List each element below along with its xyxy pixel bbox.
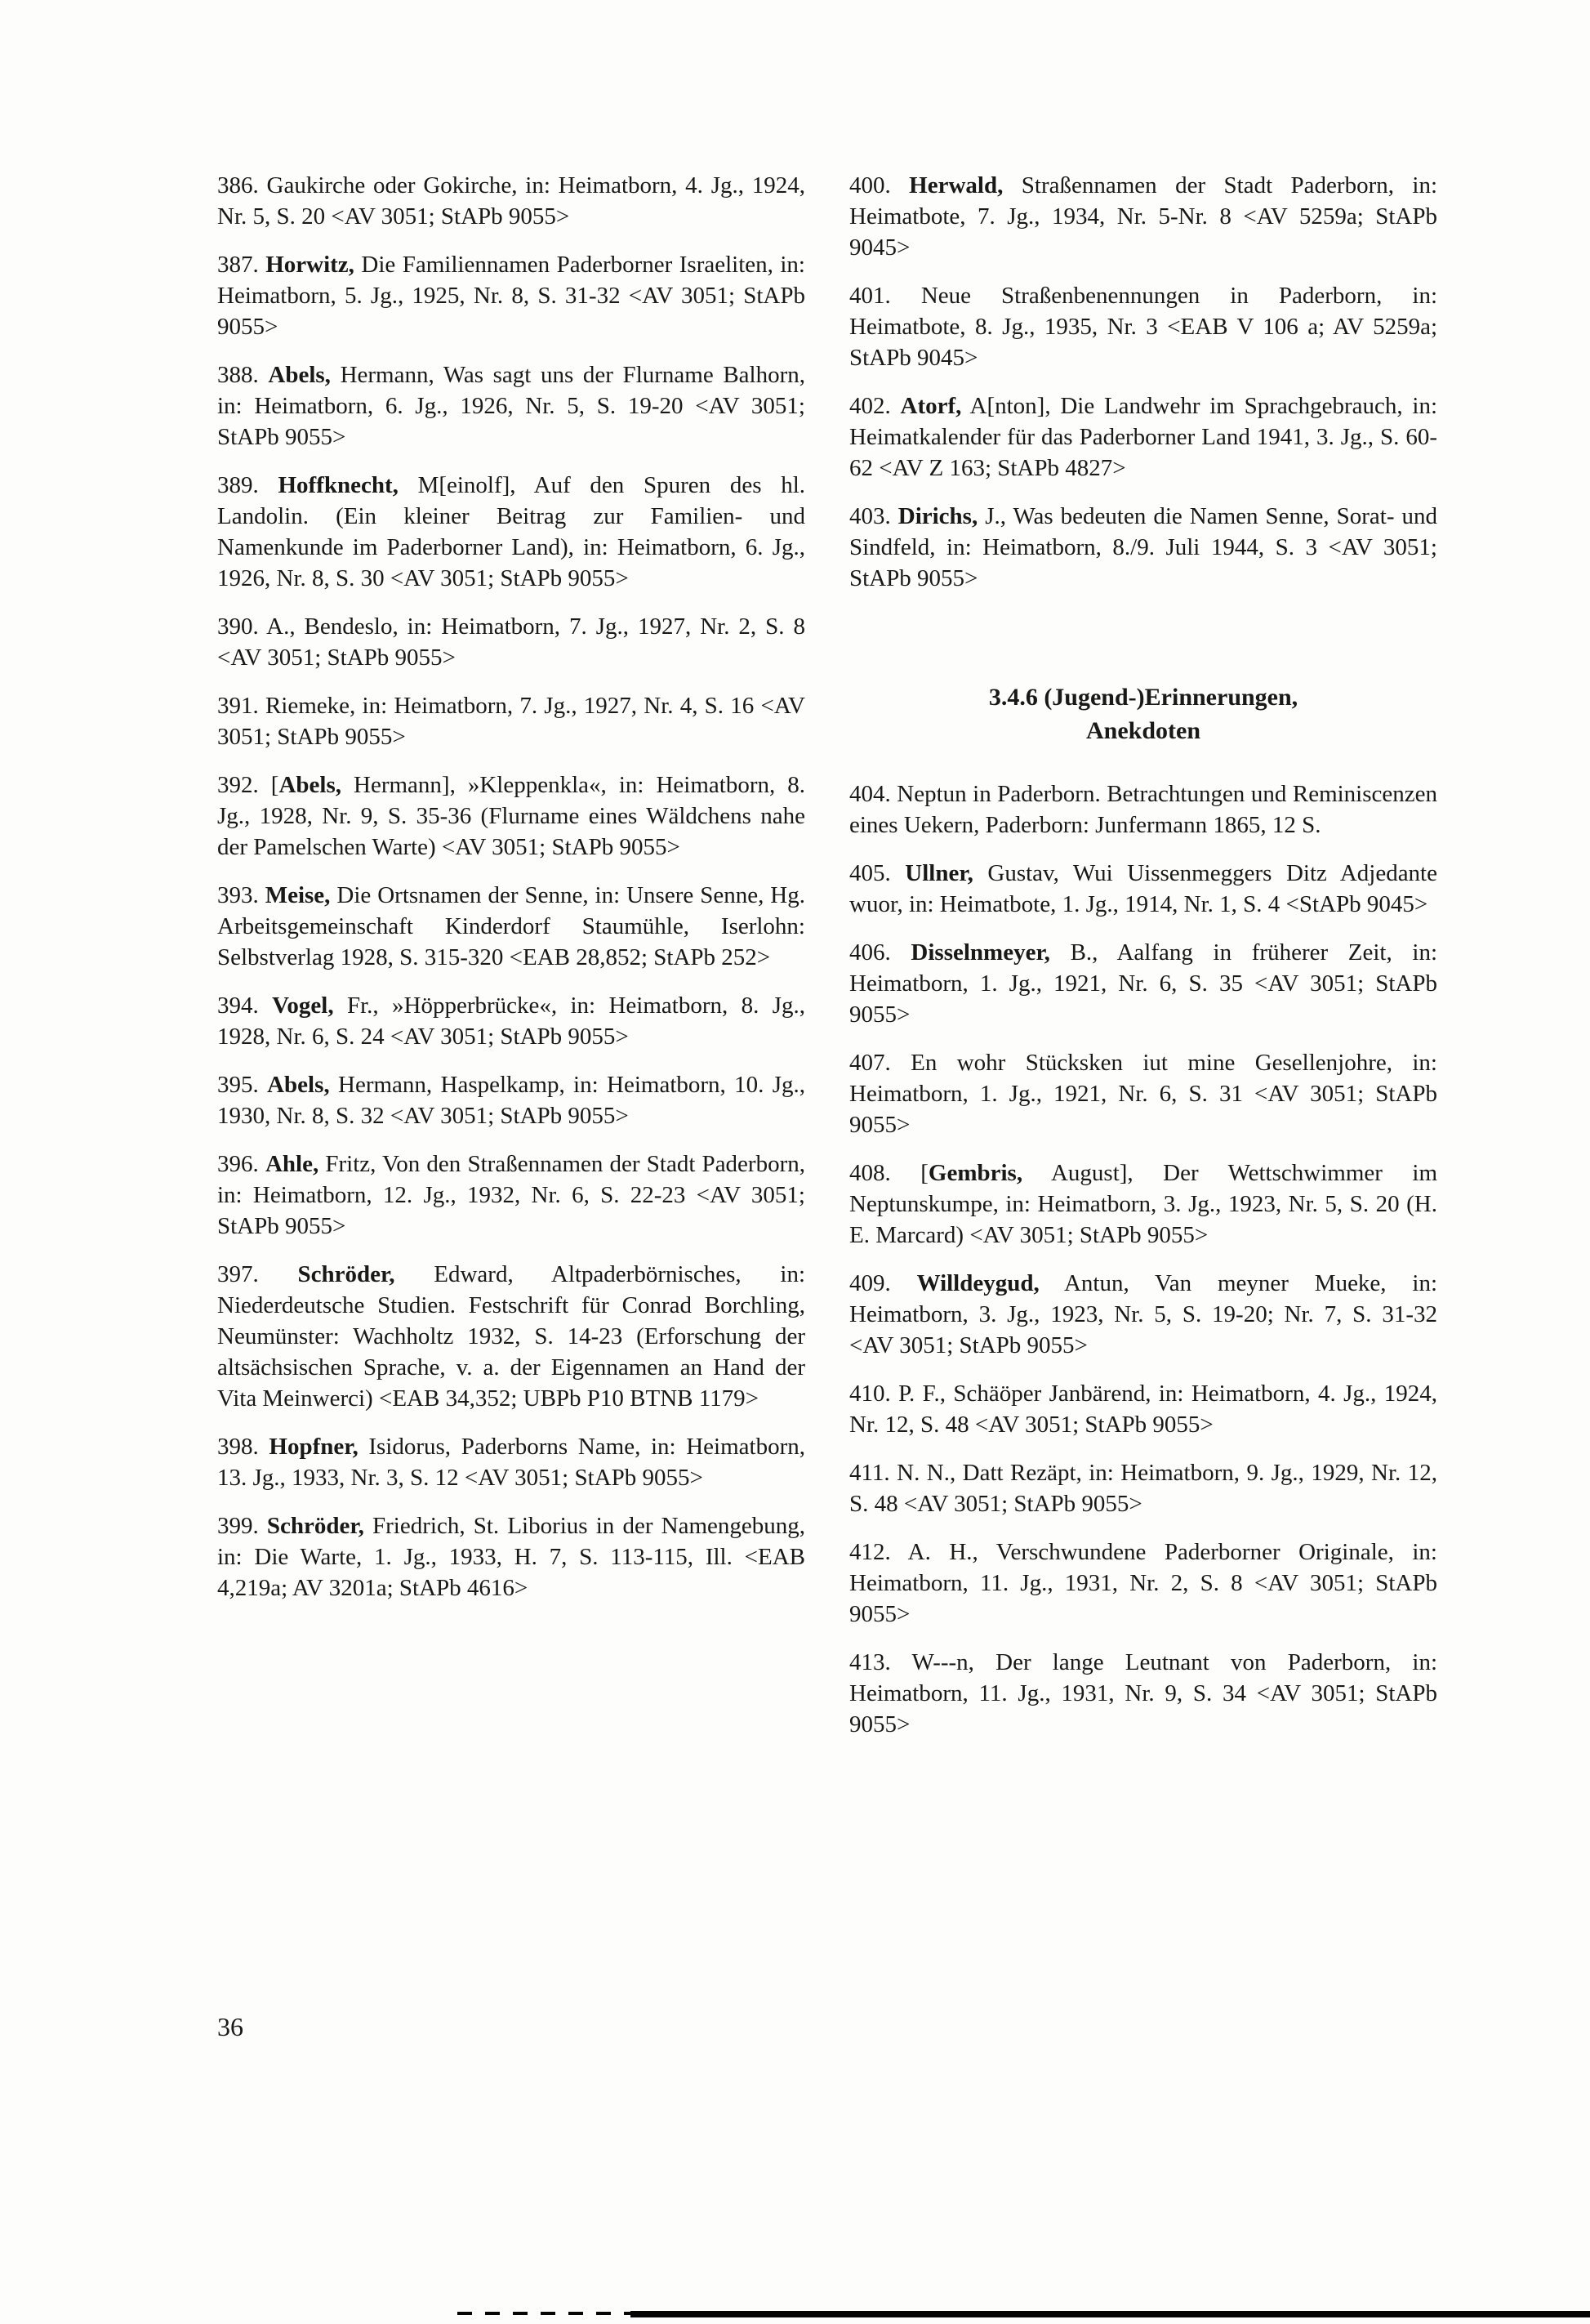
entry-number: 406. [849, 939, 911, 966]
bibliography-entry [849, 937, 1437, 1030]
entry-author: Ahle, [265, 1151, 319, 1177]
entry-number: 400. [849, 172, 910, 198]
entry-number: 407. [849, 1050, 911, 1076]
bibliography-entry [217, 690, 805, 752]
bibliography-entry [217, 1259, 805, 1414]
entry-number: 410. [849, 1381, 899, 1407]
bibliography-entry [217, 470, 805, 594]
entry-text: Isidorus, Paderborns Name, in: Heimatborn, 13. Jg., 1933, Nr. 3, S. 12 <AV 3051; StAPb 9055> [217, 1434, 805, 1491]
entry-number: 395. [217, 1072, 268, 1098]
bibliography-entry [849, 170, 1437, 263]
entry-text: Gustav, Wui Uissenmeggers Ditz Adjedante wuor, in: Heimatbote, 1. Jg., 1914, Nr. 1, S. 4 <StAPb 9045> [849, 860, 1437, 917]
bibliography-entry [217, 880, 805, 973]
bibliography-entry [849, 1457, 1437, 1519]
entry-author: Hopfner, [269, 1434, 359, 1460]
entry-text: Hermann, Was sagt uns der Flurname Balhorn, in: Heimatborn, 6. Jg., 1926, Nr. 5, S. 19-20 <AV 3051; StAPb 9055> [217, 362, 806, 450]
entry-number: 398. [217, 1434, 269, 1460]
entry-text: A., Bendeslo, in: Heimatborn, 7. Jg., 1927, Nr. 2, S. 8 <AV 3051; StAPb 9055> [217, 613, 805, 671]
entry-text: Straßennamen der Stadt Paderborn, in: Heimatbote, 7. Jg., 1934, Nr. 5-Nr. 8 <AV 5259a; StAPb 9045> [849, 172, 1437, 261]
entry-text: M[einolf], Auf den Spuren des hl. Landolin. (Ein kleiner Beitrag zur Familien- und Namenkunde im Paderborner Land), in: Heimatborn, 6. Jg., 1926, Nr. 8, S. 30 <AV 3051; StAPb 9055> [217, 472, 805, 591]
bibliography-entry [849, 1537, 1437, 1630]
bibliography-entry [217, 170, 805, 232]
entry-number: 404. [849, 781, 897, 807]
entry-number: 413. [849, 1649, 912, 1675]
entry-text: Hermann], »Kleppenkla«, in: Heimatborn, 8. Jg., 1928, Nr. 9, S. 35-36 (Flurname eines Wäldchens nahe der Pamelschen Warte) <AV 3051; StAPb 9055> [217, 772, 806, 860]
entry-author: Schröder, [297, 1261, 395, 1287]
left-column [217, 170, 805, 1621]
entry-author: Herwald, [909, 172, 1004, 198]
bibliography-entry [849, 858, 1437, 920]
entry-text: Die Ortsnamen der Senne, in: Unsere Senne, Hg. Arbeitsgemeinschaft Kinderdorf Staumühle, Iserlohn: Selbstverlag 1928, S. 315-320 <EAB 28,852; StAPb 252> [217, 882, 805, 970]
entry-author: Horwitz, [265, 252, 354, 278]
entry-author: Abels, [267, 1072, 330, 1098]
entry-text: Friedrich, St. Liborius in der Namengebung, in: Die Warte, 1. Jg., 1933, H. 7, S. 113-115, Ill. <EAB 4,219a; AV 3201a; StAPb 4616> [217, 1513, 805, 1601]
entry-number: 387. [217, 252, 266, 278]
entry-text: A[nton], Die Landwehr im Sprachgebrauch, in: Heimatkalender für das Paderborner Land 1941, 3. Jg., S. 60-62 <AV Z 163; StAPb 4827> [849, 393, 1437, 481]
entry-author: Meise, [265, 882, 331, 908]
entry-text: August], Der Wettschwimmer im Neptunskumpe, in: Heimatborn, 3. Jg., 1923, Nr. 5, S. 20 (H. E. Marcard) <AV 3051; StAPb 9055> [849, 1160, 1437, 1248]
bibliography-entry [217, 1069, 805, 1131]
bibliography-entry [849, 1047, 1437, 1140]
scan-artifact-line [630, 2311, 1590, 2317]
bibliography-entry [849, 501, 1437, 594]
bibliography-entry [217, 1510, 805, 1604]
entry-number: 397. [217, 1261, 298, 1287]
entry-author: Schröder, [266, 1513, 364, 1539]
entry-text: N. N., Datt Rezäpt, in: Heimatborn, 9. Jg., 1929, Nr. 12, S. 48 <AV 3051; StAPb 9055> [849, 1460, 1437, 1517]
entry-number: 401. [849, 283, 921, 309]
entry-text: P. F., Schäöper Janbärend, in: Heimatborn, 4. Jg., 1924, Nr. 12, S. 48 <AV 3051; StAPb 9055> [849, 1381, 1438, 1438]
entry-author: Abels, [268, 362, 331, 388]
entry-text: W---n, Der lange Leutnant von Paderborn, in: Heimatborn, 11. Jg., 1931, Nr. 9, S. 34 <AV 3051; StAPb 9055> [849, 1649, 1438, 1737]
entry-author: Dirichs, [897, 503, 978, 529]
scan-artifact-dashes [457, 2312, 630, 2315]
entry-number: 411. [849, 1460, 897, 1486]
entry-number: 408. [849, 1160, 921, 1186]
page-number: 36 [217, 2012, 243, 2041]
bibliography-entry [849, 390, 1437, 484]
entry-text: Neue Straßenbenennungen in Paderborn, in: Heimatbote, 8. Jg., 1935, Nr. 3 <EAB V 106 a; AV 5259a; StAPb 9045> [849, 283, 1438, 371]
entry-number: 390. [217, 613, 267, 640]
entry-author: Hoffknecht, [278, 472, 399, 498]
entry-number: 396. [217, 1151, 265, 1177]
entry-text: Edward, Altpaderbörnisches, in: Niederdeutsche Studien. Festschrift für Conrad Borchling, Neumünster: Wachholtz 1932, S. 14-23 (Erforschung der altsächsischen Sprache, v. a. der Eigennamen an Hand der Vita Meinwerci) <EAB 34,352; UBPb P10 BTNB 1179> [217, 1261, 806, 1412]
entry-number: 388. [217, 362, 269, 388]
bibliography-entry [217, 990, 805, 1052]
bibliography-entry [849, 280, 1437, 373]
bibliography-entry [217, 359, 805, 453]
entry-number: 393. [217, 882, 265, 908]
entry-author: Disselnmeyer, [911, 939, 1050, 966]
entry-text: [ [270, 772, 279, 798]
bibliography-entry [217, 249, 805, 342]
bibliography-entry [217, 611, 805, 673]
entry-author: Atorf, [900, 393, 962, 419]
entry-text: Fr., »Höpperbrücke«, in: Heimatborn, 8. Jg., 1928, Nr. 6, S. 24 <AV 3051; StAPb 9055> [217, 992, 805, 1050]
entry-text: Gaukirche oder Gokirche, in: Heimatborn, 4. Jg., 1924, Nr. 5, S. 20 <AV 3051; StAPb 9055> [217, 172, 805, 230]
entry-text: Neptun in Paderborn. Betrachtungen und Reminiscenzen eines Uekern, Paderborn: Junfermann 1865, 12 S. [849, 781, 1438, 838]
entry-text: B., Aalfang in früherer Zeit, in: Heimatborn, 1. Jg., 1921, Nr. 6, S. 35 <AV 3051; StAPb 9055> [849, 939, 1438, 1028]
entry-author: Willdeygud, [916, 1270, 1040, 1296]
entry-number: 403. [849, 503, 898, 529]
bibliography-entry [849, 1268, 1437, 1361]
entry-number: 402. [849, 393, 901, 419]
bibliography-entry [217, 769, 805, 863]
entry-text: Fritz, Von den Straßennamen der Stadt Paderborn, in: Heimatborn, 12. Jg., 1932, Nr. 6, S. 22-23 <AV 3051; StAPb 9055> [217, 1151, 805, 1239]
entry-text: [ [920, 1160, 929, 1186]
entry-number: 392. [217, 772, 271, 798]
bibliography-entry [849, 778, 1437, 841]
right-column [849, 170, 1437, 1757]
bibliography-entry [849, 1378, 1437, 1440]
bibliography-entry [217, 1149, 805, 1242]
entry-number: 405. [849, 860, 906, 886]
entry-number: 399. [217, 1513, 267, 1539]
bibliography-entry [849, 1647, 1437, 1740]
bibliography-entry [217, 1431, 805, 1493]
entry-text: Antun, Van meyner Mueke, in: Heimatborn, 3. Jg., 1923, Nr. 5, S. 19-20; Nr. 7, S. 31-32 <AV 3051; StAPb 9055> [849, 1270, 1438, 1358]
entry-number: 386. [217, 172, 267, 198]
section-heading: 3.4.6 (Jugend-)Erinnerungen, Anekdoten [988, 684, 1298, 744]
entry-number: 409. [849, 1270, 917, 1296]
entry-text: Hermann, Haspelkamp, in: Heimatborn, 10. Jg., 1930, Nr. 8, S. 32 <AV 3051; StAPb 9055> [217, 1072, 806, 1129]
entry-text: En wohr Stücksken iut mine Gesellenjohre, in: Heimatborn, 1. Jg., 1921, Nr. 6, S. 31 <AV 3051; StAPb 9055> [849, 1050, 1437, 1138]
entry-text: Die Familiennamen Paderborner Israeliten, in: Heimatborn, 5. Jg., 1925, Nr. 8, S. 31-32 <AV 3051; StAPb 9055> [217, 252, 805, 340]
entry-author: Gembris, [928, 1160, 1023, 1186]
entry-number: 394. [217, 992, 273, 1019]
entry-text: J., Was bedeuten die Namen Senne, Sorat- und Sindfeld, in: Heimatborn, 8./9. Juli 1944, S. 3 <AV 3051; StAPb 9055> [849, 503, 1437, 591]
entry-text: A. H., Verschwundene Paderborner Originale, in: Heimatborn, 11. Jg., 1931, Nr. 2, S. 8 <AV 3051; StAPb 9055> [849, 1539, 1437, 1627]
entry-author: Vogel, [272, 992, 334, 1019]
entry-number: 412. [849, 1539, 908, 1565]
entry-author: Abels, [278, 772, 341, 798]
entry-text: Riemeke, in: Heimatborn, 7. Jg., 1927, Nr. 4, S. 16 <AV 3051; StAPb 9055> [217, 693, 805, 750]
entry-number: 389. [217, 472, 278, 498]
entry-author: Ullner, [905, 860, 973, 886]
entry-number: 391. [217, 693, 265, 719]
bibliography-entry [849, 1158, 1437, 1251]
